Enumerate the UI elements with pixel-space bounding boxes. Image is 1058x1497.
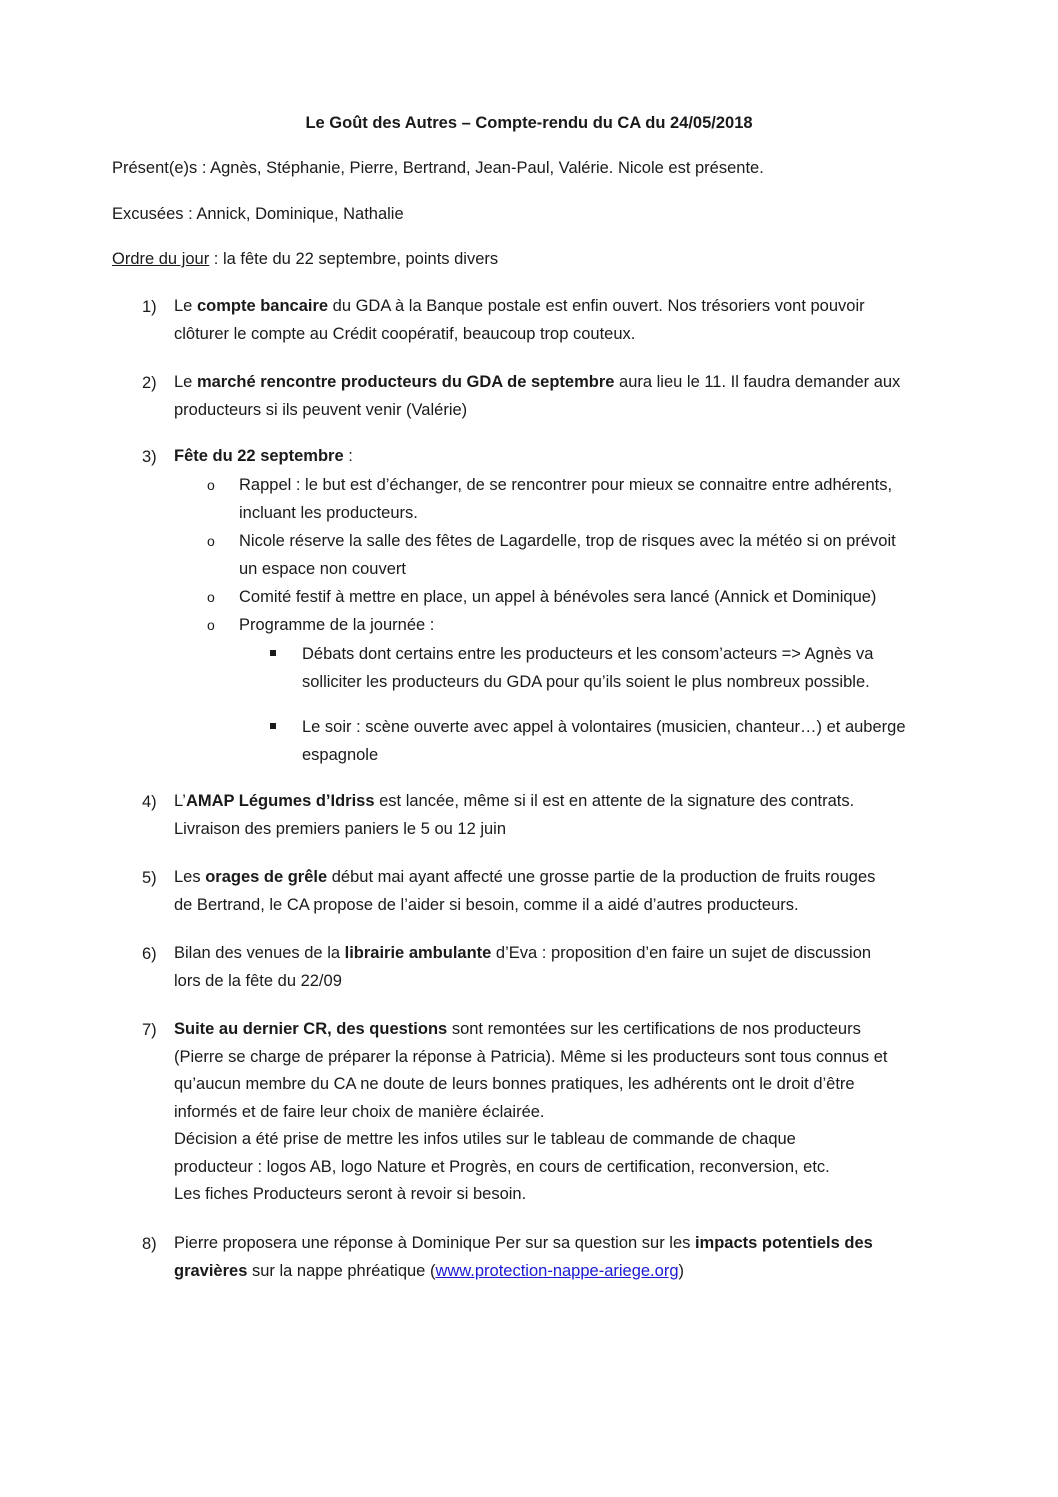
agenda-text: : la fête du 22 septembre, points divers [209,250,499,268]
item-bold: Fête du 22 septembre [174,447,344,465]
square-bullet-text: Débats dont certains entre les producteurs et les consom’acteurs => Agnès va [302,645,874,663]
item-number: 5) [142,869,157,887]
item-text-line: (Pierre se charge de préparer la réponse à Patricia). Même si les producteurs sont tous connus et [174,1047,888,1066]
item-text: Pierre proposera une réponse à Dominique Per sur sa question sur les [174,1234,695,1252]
square-bullet-icon [270,650,276,656]
sub-bullet-text: un espace non couvert [239,560,406,578]
square-bullet-text: solliciter les producteurs du GDA pour qu’ils soient le plus nombreux possible. [302,673,870,691]
excused-line: Excusées : Annick, Dominique, Nathalie [112,205,404,223]
item-text-line: de Bertrand, le CA propose de l’aider si besoin, comme il a aidé d’autres producteurs. [174,895,799,914]
item-text: aura lieu le 11. Il faudra demander aux [614,373,901,391]
item-bold: compte bancaire [196,297,329,315]
item-text-line: qu’aucun membre du CA ne doute de leurs bonnes pratiques, les adhérents ont le droit d’être [174,1075,855,1093]
item-bold: librairie ambulante [344,944,492,962]
item-text: du GDA à la Banque postale est enfin ouvert. Nos trésoriers vont pouvoir [328,297,865,315]
square-bullet-icon [270,723,276,729]
circle-bullet-icon: o [207,533,215,549]
sub-bullet-text: Rappel : le but est d’échanger, de se rencontrer pour mieux se connaitre entre adhérents, [239,476,893,494]
item-number: 2) [142,374,157,392]
item-text: Les [174,868,206,886]
item-text-line: Décision a été prise de mettre les infos utiles sur le tableau de commande de chaque [174,1130,796,1148]
item-text-line: Livraison des premiers paniers le 5 ou 12 juin [174,819,507,838]
item-text: sont remontées sur les certifications de nos producteurs [447,1020,861,1038]
item-text-line: lors de la fête du 22/09 [174,971,342,990]
item-bold: gravières [174,1261,248,1280]
sub-bullet-text: Programme de la journée : [239,616,435,634]
item-bold: Suite au dernier CR, des questions [174,1020,448,1038]
website-link[interactable]: www.protection-nappe-ariege.org [435,1261,679,1280]
circle-bullet-icon: o [207,477,215,493]
item-number: 1) [142,298,157,316]
item-text: Le [174,297,197,315]
sub-bullet-text: incluant les producteurs. [239,504,418,522]
item-text: Bilan des venues de la [174,944,345,962]
sub-bullet-text: Comité festif à mettre en place, un appel à bénévoles sera lancé (Annick et Dominique) [239,588,877,606]
item-text: Le [174,373,197,391]
item-text-line: producteur : logos AB, logo Nature et Progrès, en cours de certification, reconversion, etc. [174,1157,830,1176]
item-text: d’Eva : proposition d’en faire un sujet de discussion [491,944,872,962]
item-text-line: informés et de faire leur choix de manière éclairée. [174,1102,545,1121]
item-bold: orages de grêle [205,868,328,886]
page-title: Le Goût des Autres – Compte-rendu du CA du 24/05/2018 [305,114,753,132]
item-bold: impacts potentiels des [694,1234,873,1252]
item-text: début mai ayant affecté une grosse partie de la production de fruits rouges [327,868,876,886]
square-bullet-text: Le soir : scène ouverte avec appel à volontaires (musicien, chanteur…) et auberge [302,718,906,736]
item-text: L’ [174,792,186,810]
item-number: 6) [142,945,157,963]
attendees-line: Présent(e)s : Agnès, Stéphanie, Pierre, Bertrand, Jean-Paul, Valérie. Nicole est présente. [112,159,764,177]
agenda-line [112,250,498,269]
item-text-line: producteurs si ils peuvent venir (Valérie) [174,400,468,419]
sub-bullet-text: Nicole réserve la salle des fêtes de Lagardelle, trop de risques avec la météo si on prévoit [239,532,896,550]
item-number: 4) [142,793,157,811]
item-text-line: clôturer le compte au Crédit coopératif, beaucoup trop couteux. [174,324,636,343]
item-bold: AMAP Légumes d’Idriss [185,792,375,810]
item-number: 7) [142,1021,157,1039]
item-text: est lancée, même si il est en attente de la signature des contrats. [374,792,855,810]
agenda-label: Ordre du jour [112,250,210,268]
item-text-line: Les fiches Producteurs seront à revoir si besoin. [174,1185,527,1203]
item-text: ) [678,1261,684,1280]
circle-bullet-icon: o [207,589,215,605]
item-text: : [343,447,353,465]
square-bullet-text: espagnole [302,746,379,764]
item-number: 8) [142,1235,157,1253]
item-bold: marché rencontre producteurs du GDA de septembre [196,373,615,391]
item-text: sur la nappe phréatique ( [247,1261,436,1280]
item-number: 3) [142,448,157,466]
circle-bullet-icon: o [207,617,215,633]
